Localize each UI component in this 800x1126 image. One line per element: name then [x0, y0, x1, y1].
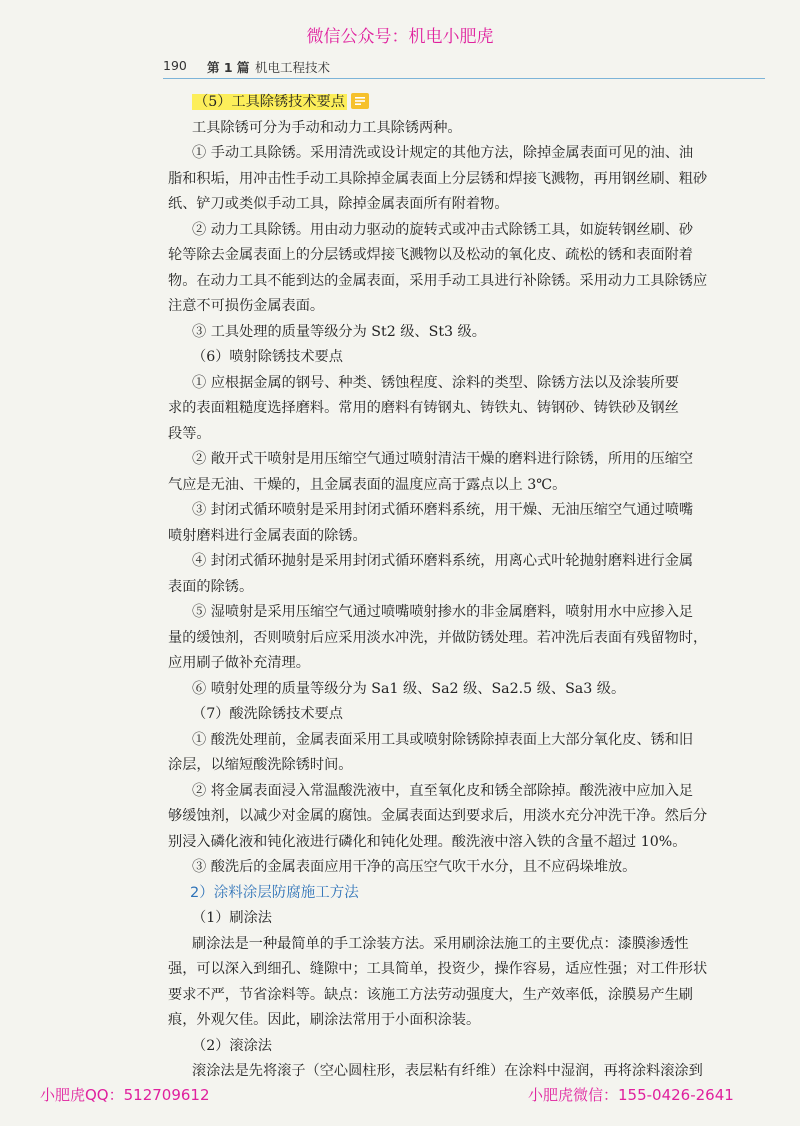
watermark-qq: 小肥虎QQ：512709612: [40, 1086, 210, 1104]
paragraph-line: 应用刷子做补充清理。: [168, 655, 310, 671]
paragraph-line: ② 动力工具除锈。用由动力驱动的旋转式或冲击式除锈工具，如旋转钢丝刷、砂: [192, 221, 694, 238]
page-number: 190: [163, 58, 187, 73]
paragraph-line: ⑥ 喷射处理的质量等级分为 Sa1 级、Sa2 级、Sa2.5 级、Sa3 级。: [192, 680, 626, 697]
paragraph-line: 求的表面粗糙度选择磨料。常用的磨料有铸钢丸、铸铁丸、铸钢砂、铸铁砂及钢丝: [168, 400, 679, 416]
paragraph-line: 别浸入磷化液和钝化液进行磷化和钝化处理。酸洗液中溶入铁的含量不超过 10%。: [168, 833, 687, 850]
section-heading: （7）酸洗除锈技术要点: [192, 706, 343, 722]
paragraph-line: ④ 封闭式循环抛射是采用封闭式循环磨料系统，用离心式叶轮抛射磨料进行金属: [192, 553, 694, 569]
paragraph-line: 段等。: [168, 425, 211, 442]
paragraph-line: ② 将金属表面浸入常温酸洗液中，直至氧化皮和锈全部除掉。酸洗液中应加入足: [192, 782, 694, 799]
paragraph-line: ③ 工具处理的质量等级分为 St2 级、St3 级。: [192, 323, 486, 340]
paragraph-line: 滚涂法是先将滚子（空心圆柱形，表层粘有纤维）在涂料中湿润，再将涂料滚涂到: [192, 1063, 703, 1079]
paragraph-line: 要求不严，节省涂料等。缺点：该施工方法劳动强度大，生产效率低，涂膜易产生刷: [168, 986, 693, 1003]
paragraph-line: ③ 封闭式循环喷射是采用封闭式循环磨料系统，用干燥、无油压缩空气通过喷嘴: [192, 502, 694, 518]
section-heading: [192, 90, 770, 116]
blue-section-heading: 2）涂料涂层防腐施工方法: [190, 884, 359, 901]
paragraph-line: 喷射磨料进行金属表面的除锈。: [168, 527, 367, 544]
paragraph-line: 纸、铲刀或类似手动工具，除掉金属表面所有附着物。: [168, 196, 509, 212]
paragraph-line: ⑤ 湿喷射是采用压缩空气通过喷嘴喷射掺水的非金属磨料，喷射用水中应掺入足: [192, 604, 694, 620]
paragraph-line: ① 手动工具除锈。采用清洗或设计规定的其他方法，除掉金属表面可见的油、油: [192, 145, 694, 161]
paragraph-line: 物。在动力工具不能到达的金属表面，采用手动工具进行补除锈。采用动力工具除锈应: [168, 272, 708, 289]
highlighted-heading: （5）工具除锈技术要点: [194, 94, 345, 110]
paragraph-line: 工具除锈可分为手动和动力工具除锈两种。: [192, 119, 462, 136]
part-label: 第 1 篇: [207, 60, 250, 75]
paragraph-line: ① 酸洗处理前，金属表面采用工具或喷射除锈除掉表面上大部分氧化皮、锈和旧: [192, 731, 694, 748]
paragraph-line: 刷涂法是一种最简单的手工涂装方法。采用刷涂法施工的主要优点：漆膜渗透性: [192, 935, 689, 952]
watermark-wechat: 小肥虎微信：155-0426-2641: [528, 1086, 734, 1104]
paragraph-line: ② 敞开式干喷射是用压缩空气通过喷射清洁干燥的磨料进行除锈，所用的压缩空: [192, 451, 694, 467]
paragraph-line: 强，可以深入到细孔、缝隙中；工具简单，投资少，操作容易，适应性强；对工件形状: [168, 961, 708, 977]
paragraph-line: 轮等除去金属表面上的分层锈或焊接飞溅物以及松动的氧化皮、疏松的锈和表面附着: [168, 247, 693, 263]
note-icon[interactable]: [351, 93, 369, 109]
paragraph-line: 气应是无油、干燥的，且金属表面的温度应高于露点以上 3℃。: [168, 476, 567, 493]
header-title: 机电工程技术: [255, 60, 331, 75]
paragraph-line: ① 应根据金属的钢号、种类、锈蚀程度、涂料的类型、除锈方法以及涂装所要: [192, 374, 679, 391]
paragraph-line: 表面的除锈。: [168, 578, 254, 595]
section-heading: （2）滚涂法: [192, 1037, 272, 1054]
section-heading: （6）喷射除锈技术要点: [192, 349, 343, 365]
paragraph-line: 涂层，以缩短酸洗除锈时间。: [168, 757, 353, 773]
watermark-top: 微信公众号：机电小肥虎: [306, 27, 494, 47]
paragraph-line: ③ 酸洗后的金属表面应用干净的高压空气吹干水分，且不应码垛堆放。: [192, 859, 637, 875]
paragraph-line: 量的缓蚀剂，否则喷射后应采用淡水冲洗，并做防锈处理。若冲洗后表面有残留物时，: [168, 629, 708, 646]
paragraph-line: 注意不可损伤金属表面。: [168, 298, 325, 314]
section-heading: （1）刷涂法: [192, 910, 272, 926]
paragraph-line: 痕，外观欠佳。因此，刷涂法常用于小面积涂装。: [168, 1012, 481, 1028]
page-body: [168, 90, 770, 1085]
paragraph-line: 脂和积垢，用冲击性手动工具除掉金属表面上分层锈和焊接飞溅物，再用钢丝刷、粗砂: [168, 170, 708, 187]
page-header: [163, 56, 765, 79]
paragraph-line: 够缓蚀剂，以减少对金属的腐蚀。金属表面达到要求后，用淡水充分冲洗干净。然后分: [168, 808, 708, 824]
